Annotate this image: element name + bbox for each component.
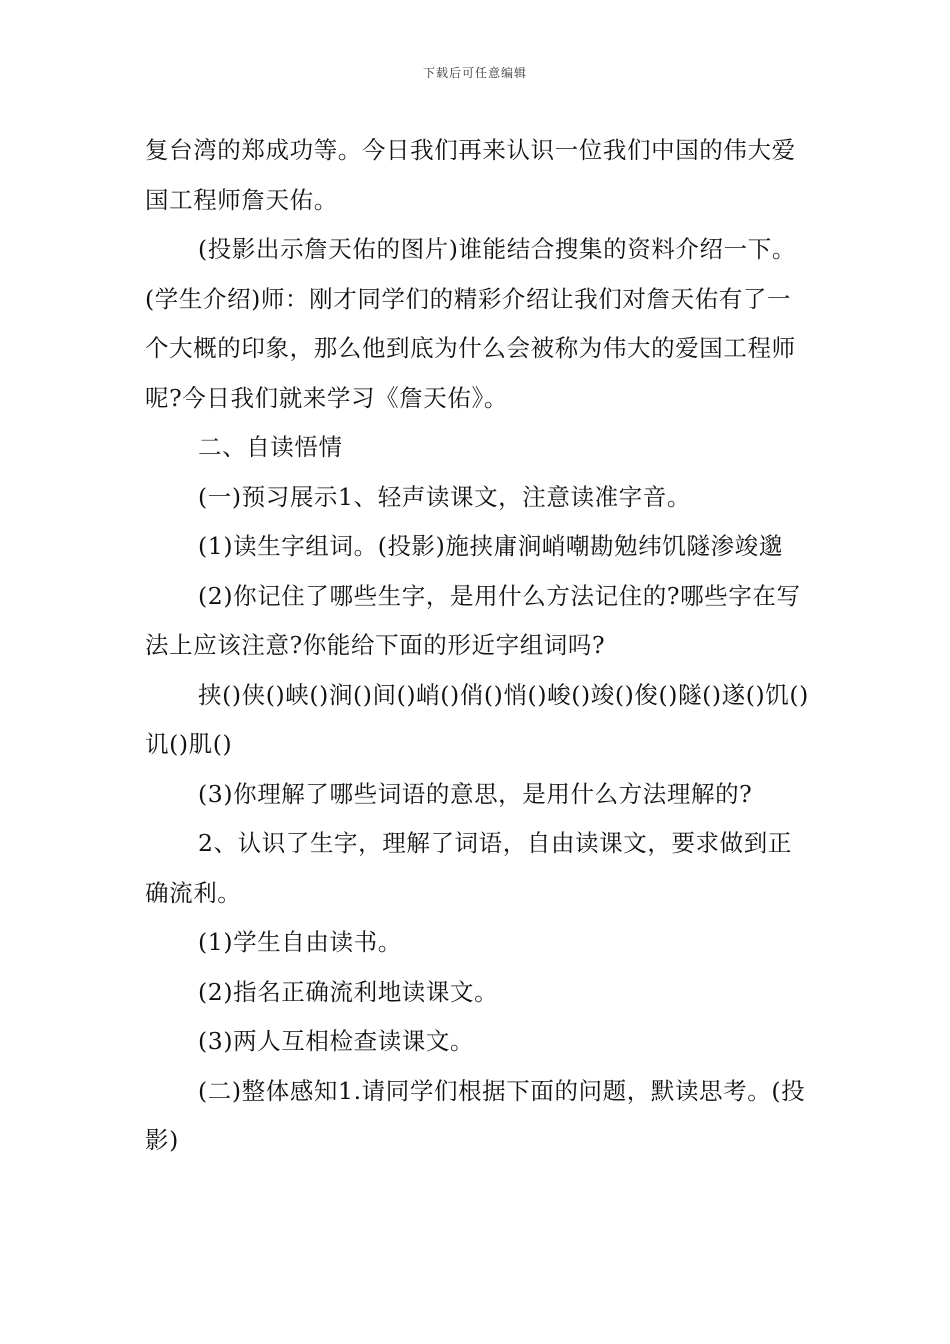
page-header: 下载后可任意编辑 — [422, 66, 527, 80]
document-body — [145, 126, 810, 1166]
paragraph: (3)你理解了哪些词语的意思，是用什么方法理解的? — [198, 779, 753, 808]
paragraph: (2)你记住了哪些生字，是用什么方法记住的?哪些字在写法上应该注意?你能给下面的形近字组词吗? — [145, 581, 801, 659]
paragraph: (3)两人互相检查读课文。 — [198, 1027, 475, 1055]
paragraph: 2、认识了生字，理解了词语，自由读课文，要求做到正确流利。 — [145, 829, 792, 907]
paragraph: 挟()侠()峡()涧()间()峭()俏()悄()峻()竣()俊()隧()遂()饥()讥()肌() — [145, 680, 809, 758]
paragraph: (2)指名正确流利地读课文。 — [198, 977, 499, 1006]
paragraph: (1)读生字组词。(投影)施挟庸涧峭嘲勘勉纬饥隧渗竣邈 — [198, 532, 783, 560]
paragraph: (1)学生自由读书。 — [198, 928, 402, 956]
paragraph: (二)整体感知1.请同学们根据下面的问题，默读思考。(投影) — [145, 1076, 806, 1154]
paragraph: (一)预习展示1、轻声读课文，注意读准字音。 — [198, 482, 691, 511]
paragraph: 复台湾的郑成功等。今日我们再来认识一位我们中国的伟大爱国工程师詹天佑。 — [145, 136, 796, 214]
section-heading: 二、自读悟情 — [198, 433, 343, 461]
paragraph: (投影出示詹天佑的图片)谁能结合搜集的资料介绍一下。(学生介绍)师：刚才同学们的精彩介绍让我们对詹天佑有了一个大概的印象，那么他到底为什么会被称为伟大的爱国工程师呢?今日我们就来学习《詹天佑》。 — [145, 235, 796, 412]
